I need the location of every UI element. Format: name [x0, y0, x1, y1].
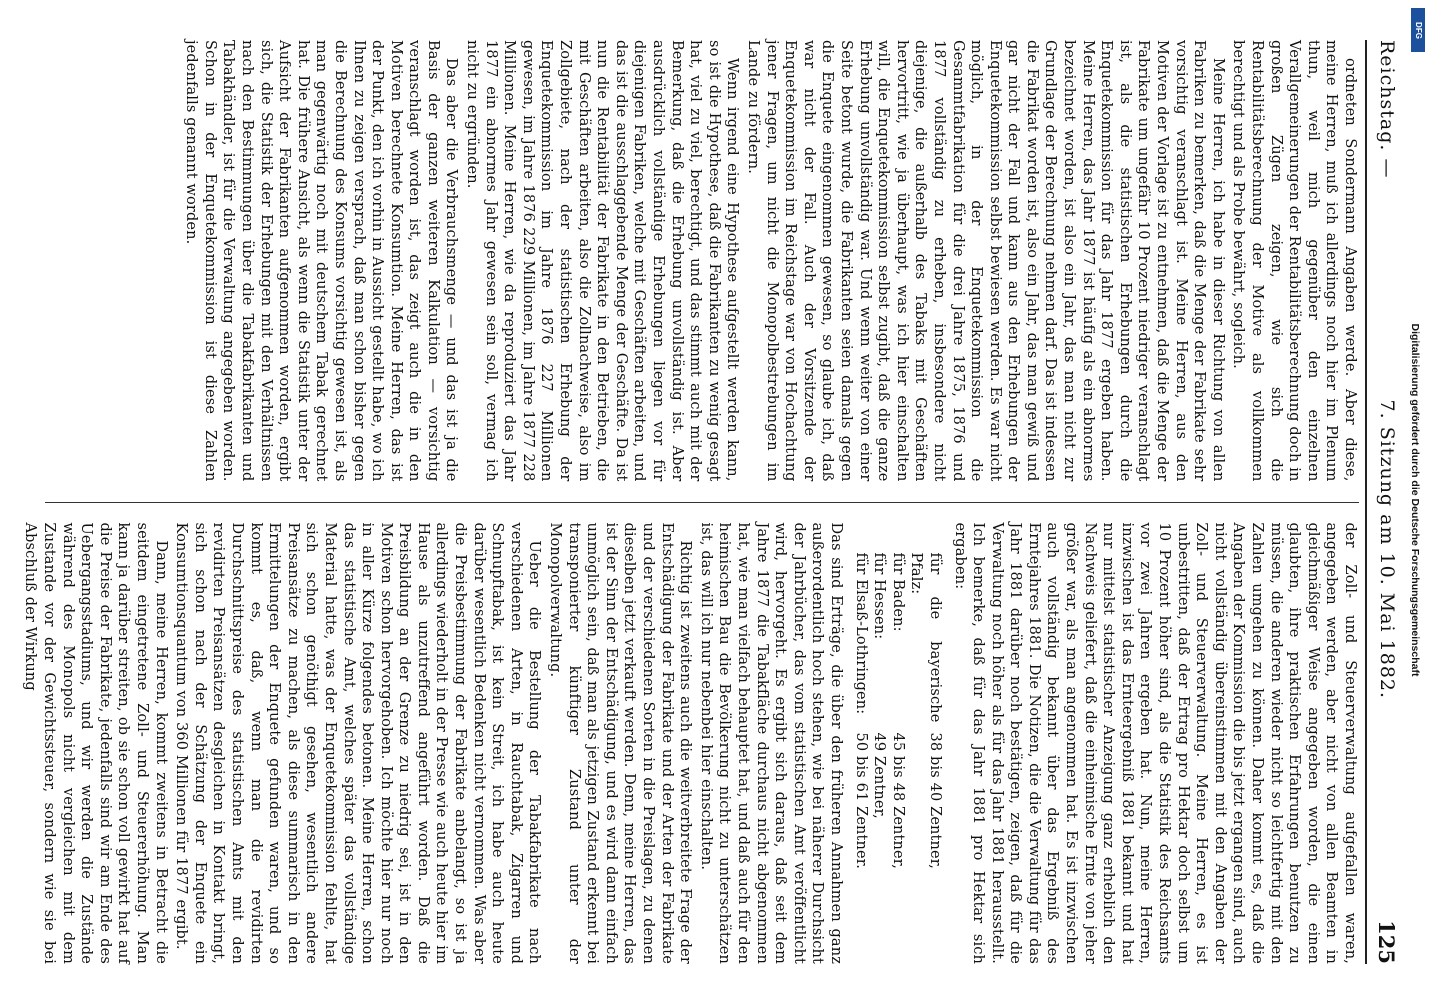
paragraph: ordneten Sondermann Angaben werde. Aber diese, meine Herren, muß ich allerdings noch hier im Plenum thun, weil mich gegenüber den einzelnen Verallgemeinerungen der Rentabilitätsberechnung doch in großen Zügen zeigen, wie sich die Rentabilitätsberechnung der Motive als vollkommen berechtigt und als Probe bewährt, sogleich. — [1230, 40, 1358, 482]
header-left: Reichstag. — — [1376, 40, 1398, 179]
yield-row — [851, 553, 870, 965]
paragraph: Wenn irgend eine Hypothese aufgestellt werden kann, so ist die Hypothese, daß die Fabrikanten zu wenig gesagt hat, viel zu viel, berechtigt, und das stimmt auch mit der Bemerkung, daß die Erhebung unvollständig ist. Aber ausdrücklich vollständige Erhebungen liegen vor für diejenigen Fabriken, welche mit Geschäften arbeiten, und das ist die ausschlaggebende Menge der Geschäfte. Da ist nun die Rentabilität der Fabrikate in den Betrieben, die mit Geschäften arbeiten, also die Zollnachweise, also im Zollgebiete, nach der statistischen Erhebung der Enquetekommission im Jahre 1876 227 Millionen gewesen, im Jahre 1876 229 Millionen, im Jahre 1877 228 Millionen. Meine Herren, wie da reproduziert das Jahr 1877 ein abnormes Jahr gewesen sein soll, vermag ich nicht zu ergründen. — [464, 40, 741, 482]
rotated-document-page — [22, 22, 1415, 982]
page-number: 125 — [1374, 920, 1400, 964]
yield-table — [851, 553, 944, 965]
text-columns — [22, 40, 1359, 964]
yield-value: 50 bis 61 Zentner. — [852, 732, 869, 869]
running-header — [1365, 40, 1407, 964]
paragraph: Das sind Erträge, die über den früheren Annahmen ganz außerordentlich hoch stehen, wie bei näherer Durchsicht der Jahrbücher, das vom statistischen Amt veröffentlicht wird, hervorgeht. Es ergibt sich daraus, daß seit dem Jahre 1877 die Tabakfläche durchaus nicht abgenommen hat, wie man vielfach behauptet hat, und daß auch für den heimischen Bau die Bevölkerung nicht zu unterschätzen ist, das will ich nur nebenbei hier einschalten. — [697, 522, 844, 964]
yield-region: für Baden: — [889, 552, 906, 632]
yield-region: für die bayerische Pfalz: — [908, 552, 943, 723]
yield-row — [907, 553, 944, 965]
yield-region: für Hessen: — [871, 552, 888, 640]
paragraph: der Zoll- und Steuerverwaltung aufgefallen waren, angegeben werden, aber nicht von allen Beamten in gleichmäßiger Weise angegeben worden, die einen glaubten, ihre praktischen Erfahrungen benutzen zu müssen, die anderen wieder nicht so leichtfertig mit den Zahlen umgehen zu können. Daher kommt es, daß die Angaben der Kommission die bis jetzt ergangen sind, auch nicht vollständig übereinstimmen mit den Angaben der Zoll- und Steuerverwaltung. Meine Herren, es ist unbestritten, daß der Ertrag pro Hektar doch selbst um 10 Prozent höher sind, als die Statistik des Reichsamts vor zwei Jahren ergeben hat. Nun, meine Herren, inzwischen ist das Ernteergebniß 1881 bekannt und hat nur mittelst statistischer Anzeigung ganz erheblich den Nachweis geliefert, daß die einheimische Ernte von jeher größer war, als man angenommen hat. Es ist inzwischen auch vollständig bekannt über das Ergebniß des Erntejahres 1881. Die Notizen, die die Verwaltung für das Jahr 1881 darüber noch bestätigen, zeigen, daß für die Verwaltung noch höher als für das Jahr 1881 herausstellt. Ich bemerke, daß für das Jahr 1881 pro Hektar sich ergaben: — [951, 522, 1358, 964]
paragraph: Ueber die Bestellung der Tabakfabrikate nach verschiedenen Arten, in Rauchtabak, Zigarren und Schnupftabak, ist kein Streit, ich habe auch heute darüber wesentlich Bedenken nicht vernommen. Was aber die Preisbestimmung der Fabrikate anbelangt, so ist ja allerdings wiederholt in der Presse wie auch heute hier im Hause als unzutreffend angeführt worden. Daß die Preisbildung an der Grenze zu niedrig sei, ist in den Motiven schon hervorgehoben. Ich möchte hier nur noch in aller Kürze folgendes betonen. Meine Herren, schon das statistische Amt, welches später das vollständige Material hatte, was der Enquetekommission fehlte, hat sich schon genöthigt gesehen, wesentlich andere Preisansätze zu machen, als diese summarisch in den Ermittelungen der Enquete gefunden waren, und so kommt es, daß, wenn man die revidirten Durchschnittspreise des statistischen Amts mit den revidirten Preisansätzen desgleichen in Kontakt bringt, sich schon nach der Schätzung der Enquete ein Konsumtionsquantum von 360 Millionen für 1877 ergibt. — [173, 522, 543, 964]
yield-row — [870, 553, 889, 965]
yield-value: 38 bis 40 Zentner, — [926, 732, 943, 869]
dfg-logo — [1411, 8, 1425, 52]
paragraph: Meine Herren, ich habe in dieser Richtung von allen Fabriken zu bemerken, daß die Menge der Fabrikate sehr vorsichtig veranschlagt ist. Meine Herren, aus den Motiven der Vorlage ist zu entnehmen, daß die Menge der Fabrikate um ungefähr 10 Prozent niedriger veranschlagt ist, als die statistischen Erhebungen durch die Enquetekommission für das Jahr 1877 ergeben haben. Meine Herren, das Jahr 1877 ist häufig als ein abnormes bezeichnet worden, ist also ein Jahr, das man nicht zur Grundlage der Berechnung nehmen darf. Das ist indessen die Fabrikat worden ist, also ein Jahr, das man gewiß und gar nicht der Fall und kann aus den Erhebungen der Enquetekommission selbst bewiesen werden. Es war nicht möglich, in der Enquetekommission die Gesammtfabrikation für die drei Jahre 1875, 1876 und 1877 vollständig zu erheben, insbesondere nicht diejenige, die außerhalb des Tabaks mit Geschäften hervortritt, wie ja überhaupt, was ich hier einschalten will, die Enquetekommission selbst zugibt, daß die ganze Erhebung unvollständig war. Und wenn weiter von einer Seite betont wurde, die Fabrikanten seien damals gegen die Enquete eingenommen gewesen, so glaube ich, daß war nicht der Fall. Auch der Vorsitzende der Enquetekommission im Reichstage war von Hochachtung jener Fragen, um nicht die Monopolbestrebungen im Lande zu fördern. — [745, 40, 1226, 482]
yield-region: für Elsaß-Lothringen: — [852, 552, 869, 715]
dfg-logo-text: DFG — [1413, 21, 1423, 39]
digitization-note — [1407, 10, 1423, 990]
left-column — [45, 40, 1359, 482]
right-column — [22, 522, 1359, 965]
paragraph: Richtig ist zweitens auch die weitverbreitete Frage der Entschädigung der Fabrikate und der Arten der Fabrikate und der verschiedenen Sorten in die Preislagen, zu denen dieselben jetzt verkauft werden. Denn, meine Herren, das ist der Sinn der Entschädigung, und es wird dann einfach unmöglich sein, daß man als jetzigen Zustand erkennt bei transponierter künftiger Zustand unter der Monopolverwaltung. — [547, 522, 694, 964]
header-session-date: 7. Sitzung am 10. Mai 1882. — [1376, 399, 1398, 700]
paragraph: Das aber die Verbrauchsmenge — und das ist ja die Basis der ganzen weiteren Kalkulation — vorsichtig veranschlagt worden ist, das zeigt auch die in den Motiven berechnete Konsumtion. Meine Herren, das ist der Punkt, den ich vorhin in Aussicht gestellt habe, wo ich Ihnen zu zeigen versprach, daß man schon bisher gegen die Berechnung des Konsums vorsichtig gewesen ist, als man gegenwärtig noch mit deutschem Tabak gerechnet hat. Die frühere Ansicht, als wenn die Statistik unter der Aufsicht der Fabrikanten aufgenommen worden, ergibt sich, die Statistik der Erhebungen mit den Verhältnissen nach den Bestimmungen über die Tabakfabrikanten und Tabakhändler, ist für die Verwaltung angegeben worden. Schon in der Enquetekommission ist diese Zahlen jedenfalls genannt worden. — [183, 40, 460, 482]
yield-row — [888, 553, 907, 965]
right-column-bottom-text — [21, 523, 845, 965]
paragraph: Dann, meine Herren, kommt zweitens in Betracht die seitdem eingetretene Zoll- und Steuererhöhung. Man kann ja darüber streiten, ob sie schon voll gewirkt hat auf die Preise der Fabrikate, jedenfalls sind wir am Ende des Uebergangsstadiums, und wir werden die Zustände während des Monopols nicht vergleichen mit dem Zustande vor der Gewichtssteuer, sondern wie sie bei Abschluß der Wirkung — [22, 522, 169, 964]
yield-value: 45 bis 48 Zentner, — [889, 732, 906, 869]
right-column-top-text — [950, 523, 1359, 965]
yield-value: 49 Zentner, — [871, 732, 888, 819]
digitization-note-text: Digitalisierung gefördert durch die Deutsche Forschungsgemeinschaft — [1409, 323, 1421, 677]
column-divider — [45, 502, 1359, 503]
